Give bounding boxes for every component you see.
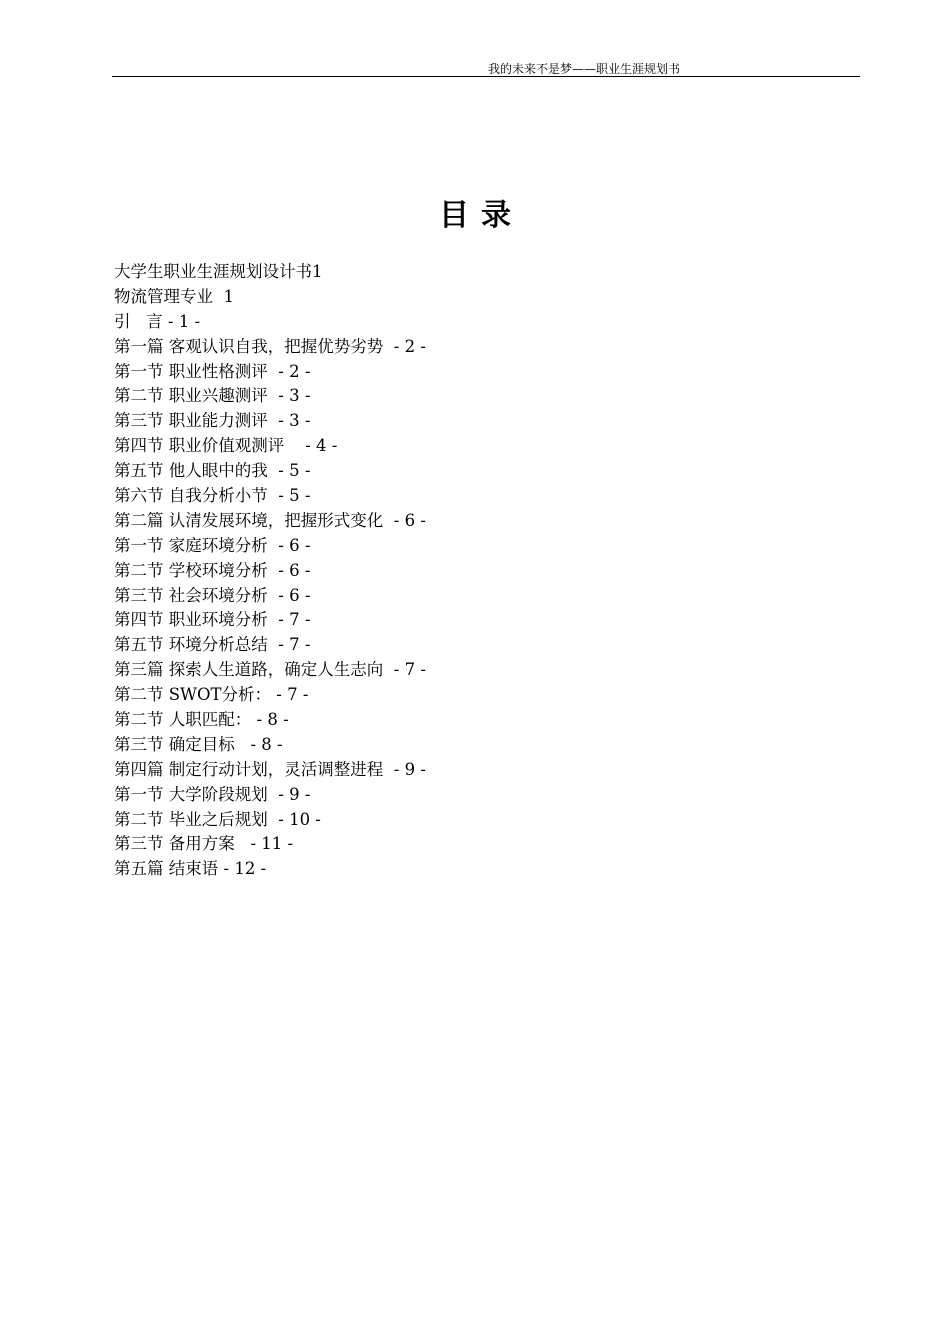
- toc-entry-page: - 6 -: [278, 585, 311, 605]
- toc-entry-page: - 7 -: [393, 660, 426, 680]
- toc-entry[interactable]: [114, 683, 426, 708]
- toc-list: [114, 260, 426, 882]
- toc-entry-text: 大学生职业生涯规划设计书: [114, 262, 312, 281]
- toc-entry[interactable]: [114, 459, 426, 484]
- toc-entry-page: - 12 -: [223, 859, 267, 879]
- toc-entry[interactable]: [114, 633, 426, 658]
- toc-entry-text: 第三节 职业能力测评: [114, 411, 279, 431]
- toc-entry[interactable]: [114, 708, 426, 733]
- toc-entry-text: 物流管理专业: [114, 286, 224, 306]
- toc-entry[interactable]: [114, 758, 426, 783]
- toc-entry[interactable]: [114, 285, 426, 310]
- toc-entry[interactable]: [114, 335, 426, 360]
- toc-entry-text: 第五节 环境分析总结: [114, 635, 279, 655]
- toc-entry-text: 第二节 职业兴趣测评: [114, 386, 279, 406]
- toc-entry-text: 第六节 自我分析小节: [114, 486, 279, 506]
- toc-entry-text: 第四篇 制定行动计划，灵活调整进程: [114, 759, 394, 779]
- toc-entry-text: 第一篇 客观认识自我，把握优势劣势: [114, 336, 394, 356]
- toc-entry-text: 第二节 SWOT分析：: [114, 685, 277, 705]
- toc-entry[interactable]: [114, 409, 426, 434]
- toc-entry[interactable]: [114, 832, 426, 857]
- toc-entry-text: 第四节 职业价值观测评: [114, 436, 306, 456]
- toc-entry-text: 第二节 毕业之后规划: [114, 809, 279, 829]
- toc-entry[interactable]: [114, 733, 426, 758]
- toc-entry-page: - 4 -: [305, 436, 338, 456]
- header-text: 我的未来不是梦——职业生涯规划书: [488, 62, 681, 76]
- toc-entry[interactable]: [114, 559, 426, 584]
- toc-entry[interactable]: [114, 658, 426, 683]
- toc-entry-text: 第三节 确定目标: [114, 734, 251, 754]
- toc-entry-text: 第一节 职业性格测评: [114, 361, 279, 381]
- toc-entry-text: 引 言: [114, 311, 168, 331]
- header-rule: [112, 76, 860, 77]
- toc-entry-text: 第二节 人职匹配：: [114, 710, 257, 730]
- toc-entry-page: - 3 -: [278, 411, 311, 431]
- toc-entry-text: 第三节 社会环境分析: [114, 585, 279, 605]
- toc-entry[interactable]: [114, 384, 426, 409]
- toc-entry-text: 第四节 职业环境分析: [114, 610, 279, 630]
- toc-entry[interactable]: [114, 509, 426, 534]
- toc-entry-page: - 7 -: [278, 635, 311, 655]
- toc-entry-text: 第一节 大学阶段规划: [114, 784, 279, 804]
- toc-entry-text: 第三节 备用方案: [114, 834, 251, 854]
- toc-entry-page: - 2 -: [393, 336, 426, 356]
- toc-entry-page: - 9 -: [393, 759, 426, 779]
- toc-entry[interactable]: [114, 857, 426, 882]
- toc-entry-page: - 3 -: [278, 386, 311, 406]
- toc-entry-page: 1: [312, 262, 323, 281]
- toc-entry-text: 第二篇 认清发展环境，把握形式变化: [114, 510, 394, 530]
- toc-entry-page: - 10 -: [278, 809, 321, 829]
- toc-entry-page: - 7 -: [278, 610, 311, 630]
- toc-entry[interactable]: [114, 783, 426, 808]
- toc-entry[interactable]: [114, 260, 426, 285]
- toc-entry-page: - 2 -: [278, 361, 311, 381]
- page-header: [112, 58, 860, 78]
- toc-entry-page: - 7 -: [276, 685, 309, 705]
- toc-entry[interactable]: [114, 584, 426, 609]
- toc-entry-page: - 6 -: [393, 510, 426, 530]
- toc-entry[interactable]: [114, 310, 426, 335]
- toc-entry-page: - 9 -: [278, 784, 311, 804]
- toc-entry[interactable]: [114, 534, 426, 559]
- toc-entry-page: - 6 -: [278, 535, 311, 555]
- toc-entry-text: 第五篇 结束语: [114, 859, 224, 879]
- toc-entry-page: - 5 -: [278, 486, 311, 506]
- toc-entry[interactable]: [114, 434, 426, 459]
- toc-title: 目录: [439, 198, 523, 233]
- toc-entry-page: - 5 -: [278, 461, 311, 481]
- toc-entry-page: - 1 -: [167, 311, 201, 331]
- toc-entry-text: 第一节 家庭环境分析: [114, 535, 279, 555]
- toc-entry[interactable]: [114, 360, 426, 385]
- toc-entry-page: 1: [223, 286, 234, 306]
- toc-entry-text: 第三篇 探索人生道路，确定人生志向: [114, 660, 394, 680]
- toc-entry[interactable]: [114, 808, 426, 833]
- toc-entry[interactable]: [114, 608, 426, 633]
- toc-entry[interactable]: [114, 484, 426, 509]
- toc-entry-page: - 8 -: [250, 734, 283, 754]
- toc-entry-page: - 6 -: [278, 560, 311, 580]
- toc-entry-text: 第五节 他人眼中的我: [114, 461, 279, 481]
- toc-entry-page: - 8 -: [256, 710, 289, 730]
- toc-entry-text: 第二节 学校环境分析: [114, 560, 279, 580]
- toc-entry-page: - 11 -: [250, 834, 294, 854]
